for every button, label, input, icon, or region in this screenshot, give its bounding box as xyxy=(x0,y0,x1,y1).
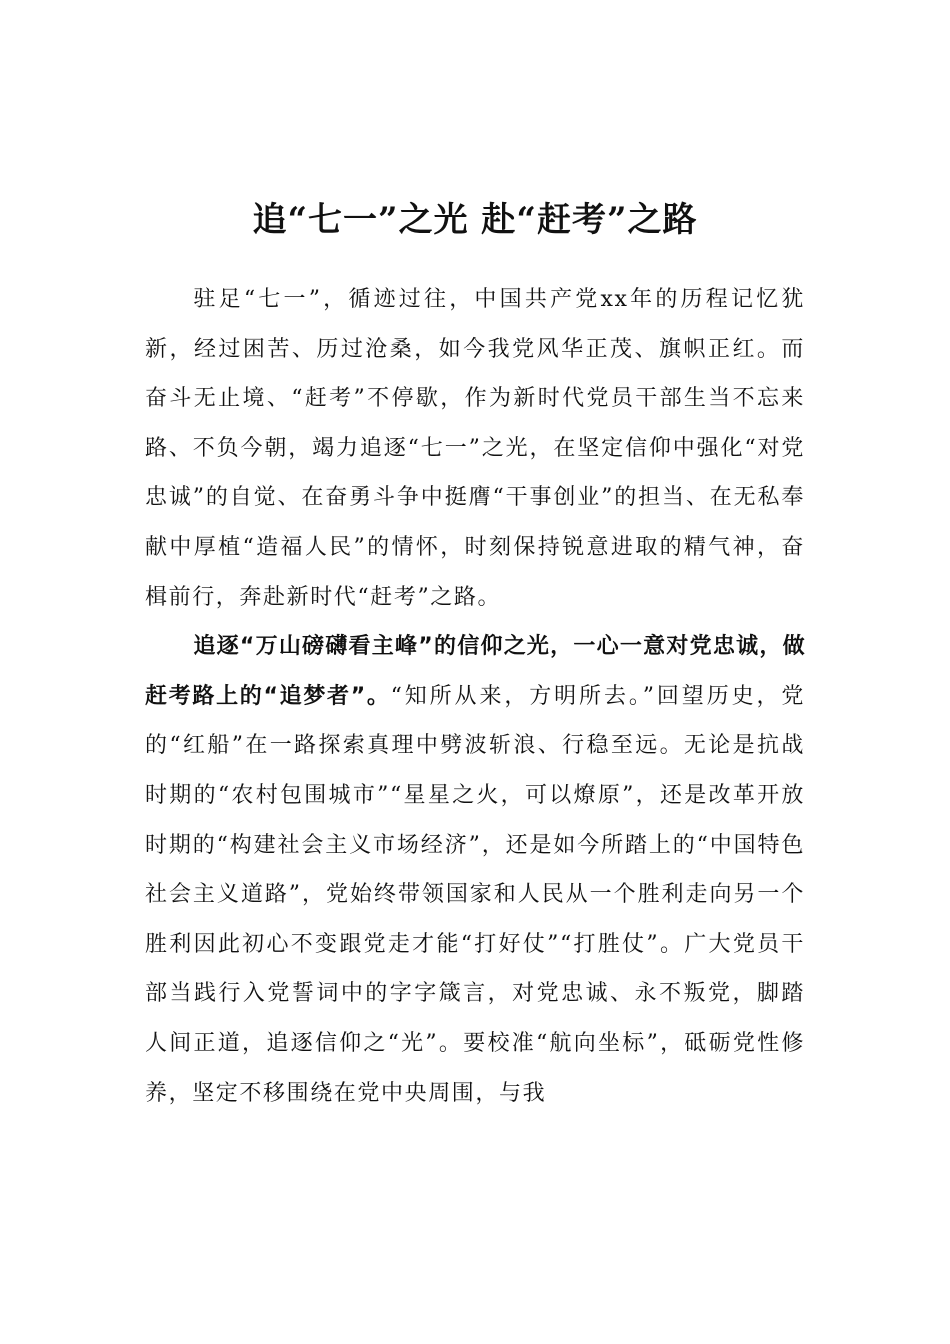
paragraph-2 xyxy=(145,622,805,1118)
paragraph-2-lead: 追逐“万山磅礴看主峰”的信仰之光，一心一意对党忠诚，做赶考路上的“追梦者”。 xyxy=(145,634,805,709)
document-body xyxy=(145,275,805,1118)
paragraph-1 xyxy=(145,275,805,622)
document-title: 追“七一”之光 赴“赶考”之路 xyxy=(252,199,698,240)
paragraph-2-text: “知所从来，方明所去。”回望历史，党的“红船”在一路探索真理中劈波斩浪、行稳至远。无论是抗战时期的“农村包围城市”“星星之火，可以燎原”，还是改革开放时期的“构建社会主义市场经济”，还是如今所踏上的“中国特色社会主义道路”，党始终带领国家和人民从一个胜利走向另一个胜利因此初心不变跟党走才能“打好仗”“打胜仗”。广大党员干部当践行入党誓词中的字字箴言，对党忠诚、永不叛党，脚踏人间正道，追逐信仰之“光”。要校准“航向坐标”，砥砺党性修养，坚定不移围绕在党中央周围，与我 xyxy=(145,683,805,1106)
paragraph-1-text: 驻足“七一”，循迹过往，中国共产党xx年的历程记忆犹新，经过困苦、历过沧桑，如今我党风华正茂、旗帜正红。而奋斗无止境、“赶考”不停歇，作为新时代党员干部生当不忘来路、不负今朝，竭力追逐“七一”之光，在坚定信仰中强化“对党忠诚”的自觉、在奋勇斗争中挺膺“干事创业”的担当、在无私奉献中厚植“造福人民”的情怀，时刻保持锐意进取的精气神，奋楫前行，奔赴新时代“赶考”之路。 xyxy=(145,287,805,610)
